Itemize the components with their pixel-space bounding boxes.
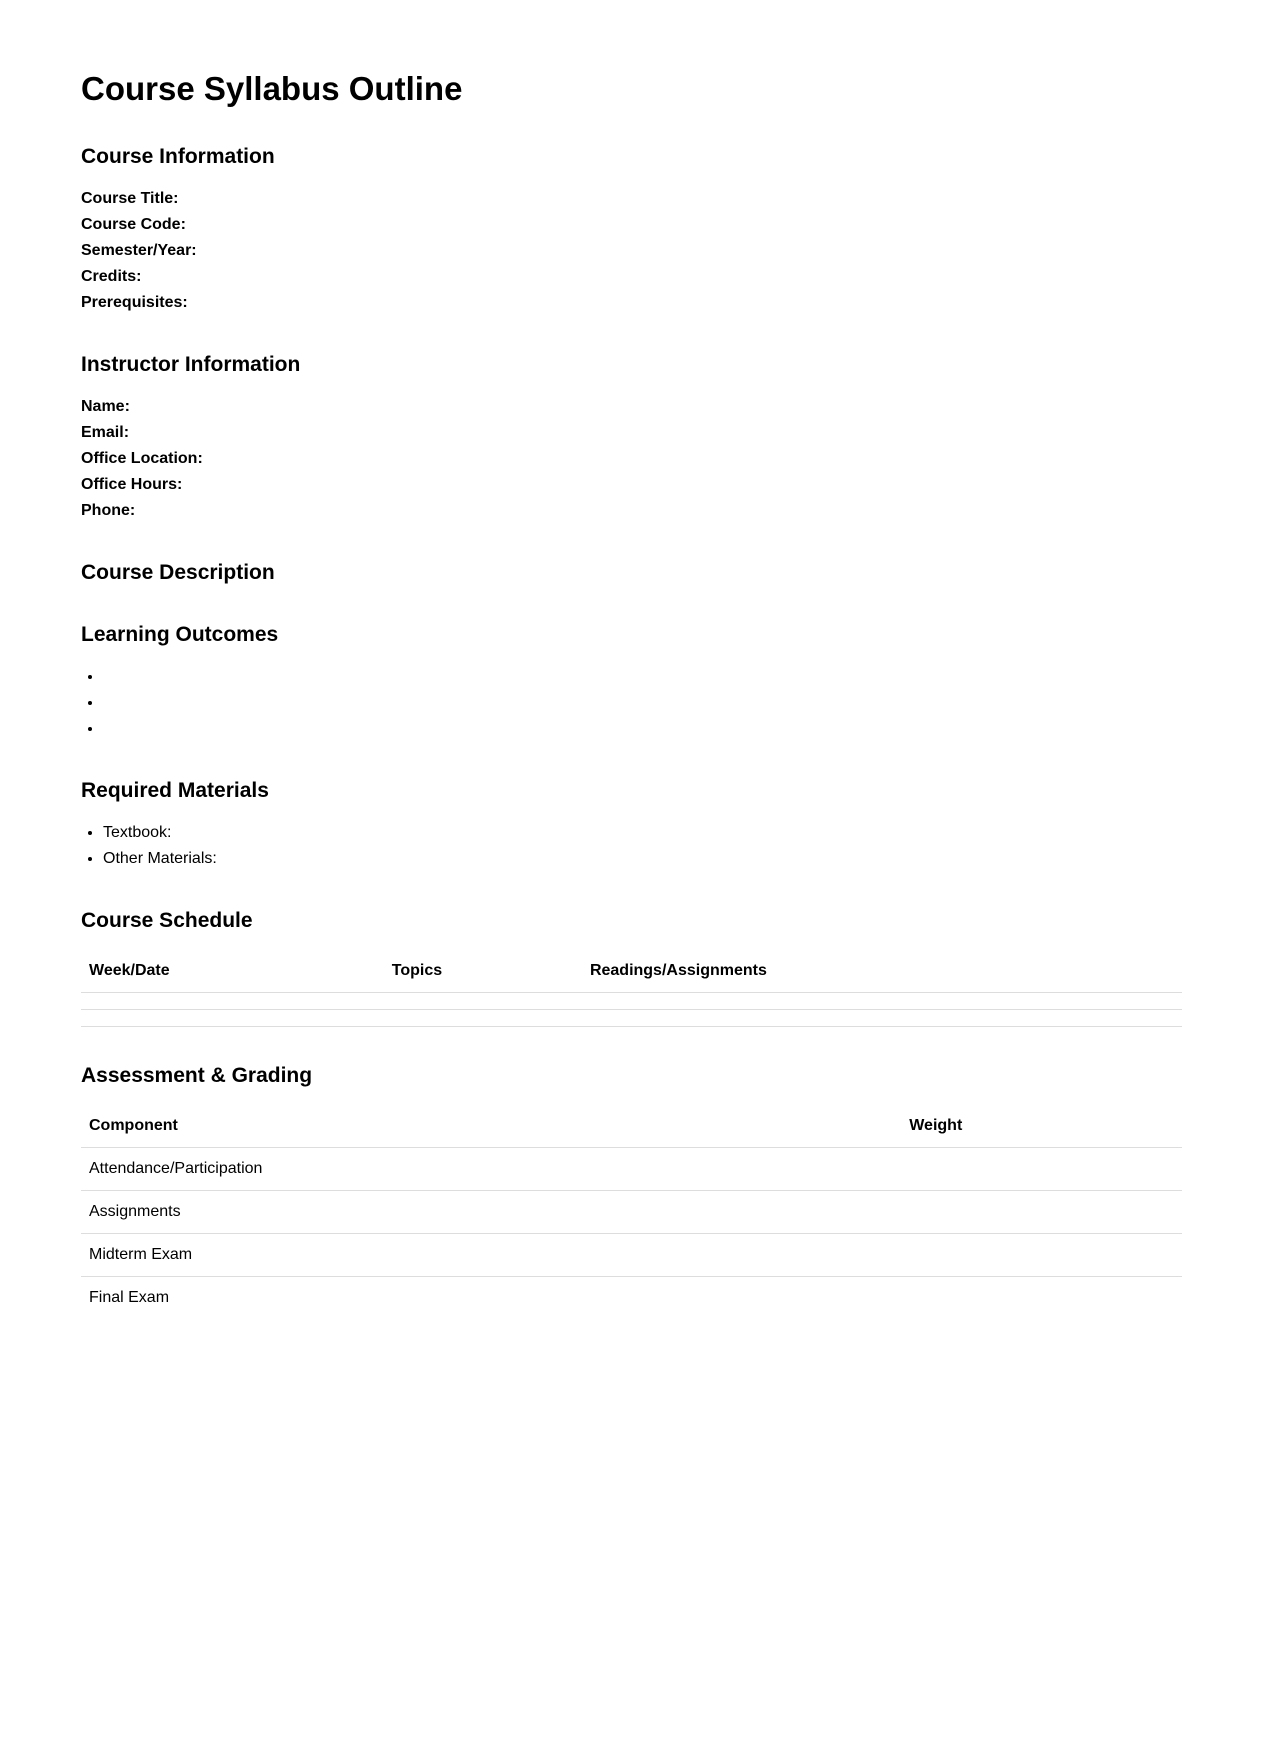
column-header-weight: Weight bbox=[901, 1105, 1182, 1148]
component-cell: Final Exam bbox=[89, 1289, 170, 1307]
field-credits bbox=[81, 264, 1182, 290]
field-course-code bbox=[81, 212, 1182, 238]
field-email bbox=[81, 420, 1182, 446]
table-header-row bbox=[81, 1105, 1182, 1148]
table-row-midterm-exam bbox=[81, 1234, 1182, 1277]
instructor-information-fields bbox=[81, 394, 1182, 524]
table-row-assignments bbox=[81, 1191, 1182, 1234]
field-label: Credits: bbox=[81, 268, 142, 286]
weight-cell bbox=[901, 1148, 1182, 1191]
table-cell bbox=[384, 1010, 582, 1027]
field-label: Email: bbox=[81, 424, 130, 442]
heading-course-description: Course Description bbox=[81, 561, 275, 585]
table-cell bbox=[582, 1010, 1182, 1027]
list-item bbox=[103, 664, 1182, 690]
table-row bbox=[81, 1010, 1182, 1027]
field-office-hours bbox=[81, 472, 1182, 498]
table-cell bbox=[81, 1010, 384, 1027]
field-prerequisites bbox=[81, 290, 1182, 316]
field-label: Prerequisites: bbox=[81, 294, 188, 312]
weight-cell bbox=[901, 1277, 1182, 1320]
field-phone bbox=[81, 498, 1182, 524]
field-label: Name: bbox=[81, 398, 130, 416]
heading-course-information: Course Information bbox=[81, 144, 275, 168]
field-office-location bbox=[81, 446, 1182, 472]
component-cell: Midterm Exam bbox=[81, 1234, 901, 1277]
field-label: Office Hours: bbox=[81, 476, 183, 494]
table-row bbox=[81, 993, 1182, 1010]
table-row-attendance-participation bbox=[81, 1148, 1182, 1191]
course-information-fields bbox=[81, 186, 1182, 316]
list-item bbox=[103, 690, 1182, 716]
table-cell bbox=[582, 993, 1182, 1010]
course-schedule-table bbox=[81, 950, 1182, 1027]
column-header-readings-assignments: Readings/Assignments bbox=[582, 950, 1182, 993]
column-header-week-date: Week/Date bbox=[81, 950, 384, 993]
required-materials-list bbox=[81, 820, 1182, 872]
table-cell bbox=[384, 993, 582, 1010]
heading-learning-outcomes: Learning Outcomes bbox=[81, 622, 279, 646]
table-header-row bbox=[81, 950, 1182, 993]
field-label: Phone: bbox=[81, 502, 136, 520]
document-title: Course Syllabus Outline bbox=[81, 70, 463, 107]
field-course-title bbox=[81, 186, 1182, 212]
learning-outcomes-list bbox=[81, 664, 1182, 742]
component-cell: Assignments bbox=[81, 1191, 901, 1234]
column-header-component: Component bbox=[81, 1105, 901, 1148]
weight-cell bbox=[901, 1234, 1182, 1277]
list-item-textbook: • Textbook: bbox=[103, 820, 1182, 846]
field-label: Course Title: bbox=[81, 190, 179, 208]
component-cell: Attendance/Participation bbox=[81, 1148, 901, 1191]
heading-assessment-grading: Assessment & Grading bbox=[81, 1064, 313, 1088]
list-item-other-materials: • Other Materials: bbox=[103, 846, 1182, 872]
table-cell bbox=[81, 993, 384, 1010]
list-item bbox=[103, 716, 1182, 742]
table-row-final-exam bbox=[81, 1277, 1182, 1320]
heading-required-materials: Required Materials bbox=[81, 778, 269, 802]
field-label: Office Location: bbox=[81, 450, 203, 468]
field-name bbox=[81, 394, 1182, 420]
column-header-topics: Topics bbox=[384, 950, 582, 993]
heading-instructor-information: Instructor Information bbox=[81, 353, 301, 377]
field-label: Semester/Year: bbox=[81, 242, 197, 260]
field-semester-year bbox=[81, 238, 1182, 264]
assessment-grading-table bbox=[81, 1105, 1182, 1319]
weight-cell bbox=[901, 1191, 1182, 1234]
field-label: Course Code: bbox=[81, 216, 186, 234]
heading-course-schedule: Course Schedule bbox=[81, 908, 253, 932]
